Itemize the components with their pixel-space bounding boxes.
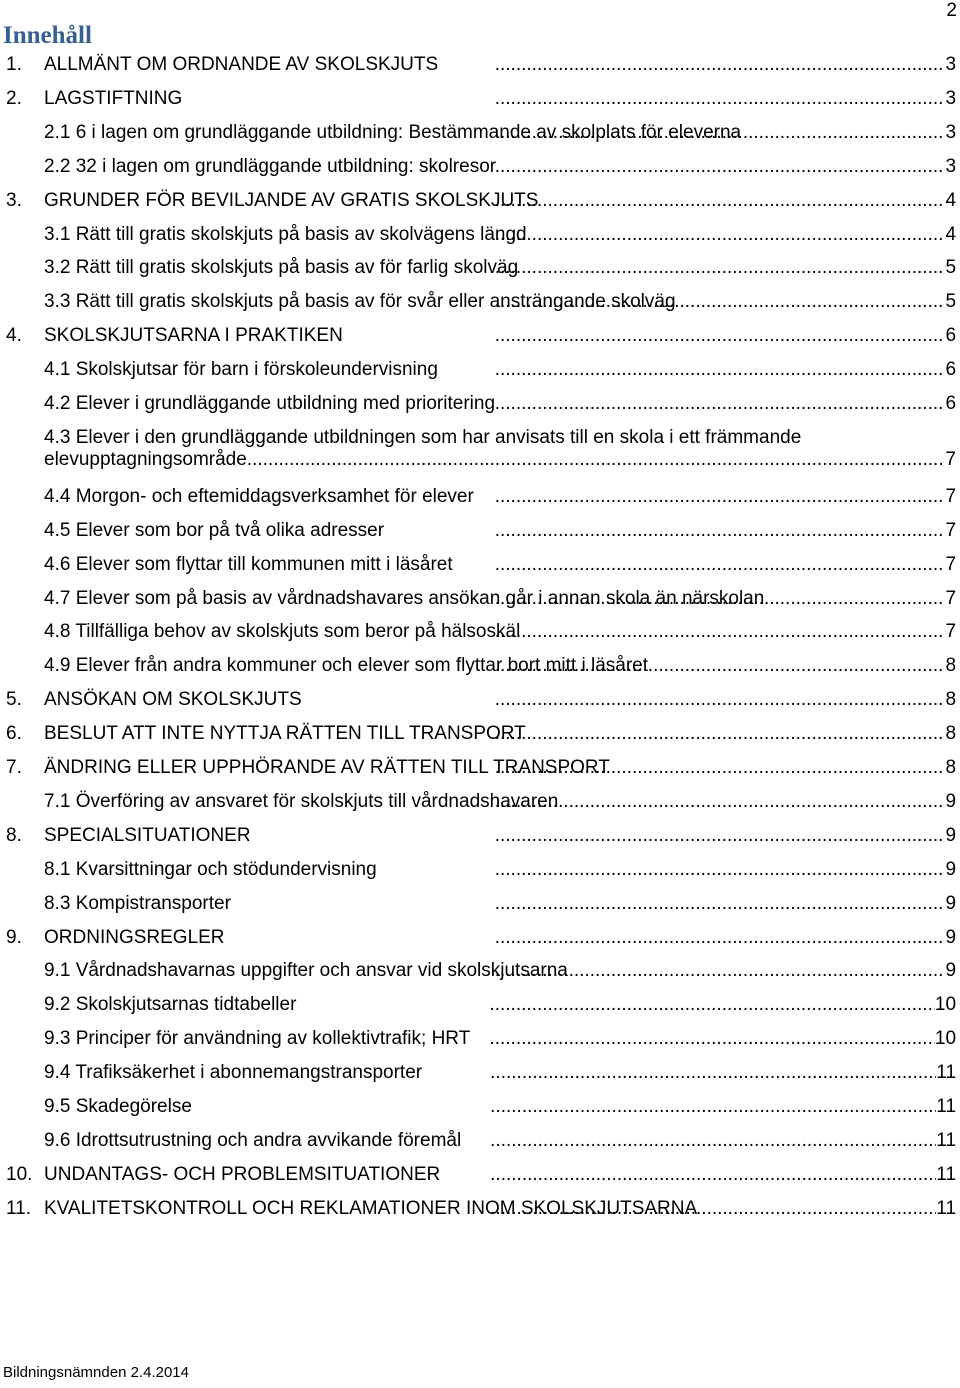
toc-entry-title-continued: elevupptagningsområde [44,448,247,470]
toc-entry-title: 9.2 Skolskjutsarnas tidtabeller [44,994,297,1016]
toc-dot-leader [489,1028,934,1050]
toc-dot-leader [490,1164,936,1186]
toc-entry-number: 9. [6,926,22,948]
toc-dot-leader [495,554,946,576]
toc-entry-title: 3.3 Rätt till gratis skolskjuts på basis av för svår eller ansträngande skolväg [44,291,676,313]
toc-dot-leader [495,689,946,711]
toc-dot-leader [495,927,946,949]
toc-entry[interactable] [0,588,960,610]
toc-entry-page: 6 [945,359,957,381]
toc-entry-number: 8. [6,824,22,846]
toc-entry[interactable] [0,960,960,982]
toc-entry[interactable] [0,1028,960,1050]
toc-entry-title: 4.9 Elever från andra kommuner och elever som flyttar bort mitt i läsåret [44,655,649,677]
toc-entry[interactable] [0,190,960,212]
toc-dot-leader [489,994,934,1016]
toc-entry-page: 3 [945,54,957,75]
toc-entry-title: 4.3 Elever i den grundläggande utbildningen som har anvisats till en skola i ett främmande [44,426,802,448]
toc-entry[interactable] [0,1164,960,1186]
toc-entry-page: 11 [936,1163,957,1185]
toc-dot-leader [495,257,946,279]
toc-entry-title: LAGSTIFTNING [44,87,183,109]
toc-entry[interactable] [0,621,960,643]
toc-dot-leader [495,960,946,982]
toc-dot-leader [495,655,946,677]
toc-entry-title: ORDNINGSREGLER [44,926,225,948]
toc-entry-title: SPECIALSITUATIONER [44,824,251,846]
toc-entry-title: KVALITETSKONTROLL OCH REKLAMATIONER INOM SKOLSKJUTSARNA [44,1197,698,1219]
toc-dot-leader [495,291,946,313]
toc-entry-page: 6 [945,393,957,414]
toc-entry-page: 9 [945,858,957,880]
toc-entry[interactable] [0,1198,960,1220]
toc-entry-page: 8 [945,689,957,711]
toc-entry-title: 8.3 Kompistransporter [44,892,231,914]
toc-dot-leader [495,723,946,745]
toc-entry-title: 9.4 Trafiksäkerhet i abonnemangstransporter [44,1062,423,1084]
toc-entry-number: 6. [6,723,22,745]
toc-entry[interactable] [0,927,960,949]
toc-entry[interactable] [0,994,960,1016]
toc-dot-leader [495,393,946,415]
toc-entry-title: 3.2 Rätt till gratis skolskjuts på basis av för farlig skolväg [44,257,519,279]
toc-entry-number: 7. [6,757,22,778]
toc-dot-leader [490,1096,936,1118]
toc-dot-leader [495,190,946,212]
toc-dot-leader [495,757,946,779]
toc-entry[interactable] [0,122,960,144]
toc-entry-page: 3 [945,121,957,143]
toc-entry[interactable] [0,1130,960,1152]
toc-entry-title: 9.6 Idrottsutrustning och andra avvikande föremål [44,1129,462,1151]
toc-entry[interactable] [0,1062,960,1084]
toc-entry[interactable] [0,325,960,347]
toc-entry-title: 2.1 6 i lagen om grundläggande utbildning: Bestämmande av skolplats för eleverna [44,121,742,143]
toc-entry-title: UNDANTAGS- OCH PROBLEMSITUATIONER [44,1163,441,1185]
toc-entry[interactable] [0,427,960,471]
toc-entry[interactable] [0,156,960,178]
toc-dot-leader [495,325,946,347]
toc-entry[interactable] [0,554,960,576]
toc-entry-page: 9 [945,790,957,812]
toc-entry-title: GRUNDER FÖR BEVILJANDE AV GRATIS SKOLSKJUTS [44,189,539,211]
toc-entry[interactable] [0,257,960,279]
toc-entry[interactable] [0,393,960,415]
toc-entry-title: 4.2 Elever i grundläggande utbildning med prioritering [44,393,496,414]
toc-entry-page: 7 [945,519,957,541]
toc-entry-title: 3.1 Rätt till gratis skolskjuts på basis av skolvägens längd [44,223,527,245]
toc-entry-title: 4.4 Morgon- och eftemiddagsverksamhet för elever [44,485,474,507]
toc-entry[interactable] [0,689,960,711]
toc-dot-leader [490,1198,936,1220]
toc-entry-title: ALLMÄNT OM ORDNANDE AV SKOLSKJUTS [44,54,439,75]
toc-dot-leader [495,825,946,847]
toc-entry-page: 9 [945,892,957,914]
toc-entry[interactable] [0,359,960,381]
toc-entry[interactable] [0,825,960,847]
toc-entry-title: 4.8 Tillfälliga behov av skolskjuts som beror på hälsoskäl [44,621,521,643]
toc-entry-number: 1. [6,54,22,75]
footer: Bildningsnämnden 2.4.2014 [3,1364,189,1381]
toc-entry-title: BESLUT ATT INTE NYTTJA RÄTTEN TILL TRANSPORT [44,723,526,745]
toc-entry-title: 4.7 Elever som på basis av vårdnadshavares ansökan går i annan skola än närskolan [44,587,765,609]
toc-dot-leader [495,224,946,246]
toc-entry-page: 7 [945,553,957,575]
page-number: 2 [946,0,957,21]
toc-entry-title: 9.5 Skadegörelse [44,1096,192,1117]
toc-entry[interactable] [0,486,960,508]
toc-entry[interactable] [0,859,960,881]
toc-entry-page: 11 [936,1129,957,1151]
toc-entry-page: 8 [945,757,957,778]
toc-dot-leader [495,621,946,643]
toc-entry-page: 10 [934,994,957,1016]
toc-entry-page: 5 [945,291,957,313]
toc-heading: Innehåll [3,22,92,49]
toc-entry[interactable] [0,520,960,542]
toc-entry-title: 9.1 Vårdnadshavarnas uppgifter och ansvar vid skolskjutsarna [44,960,568,982]
toc-entry-number: 2. [6,87,22,109]
toc-entry-page: 8 [945,723,957,745]
toc-dot-leader [490,1130,936,1152]
toc-entry-page: 9 [945,960,957,982]
toc-dot-leader [490,1062,936,1084]
toc-dot-leader [495,520,946,542]
toc-entry[interactable] [0,88,960,110]
toc-dot-leader [495,859,946,881]
toc-entry-page: 11 [936,1197,957,1219]
toc-dot-leader [495,588,946,610]
toc-entry-title: ANSÖKAN OM SKOLSKJUTS [44,689,302,711]
toc-entry-page: 3 [945,87,957,109]
toc-entry-page: 3 [945,155,957,177]
toc-entry[interactable] [0,1096,960,1118]
toc-dot-leader [495,486,946,508]
toc-entry-number: 11. [6,1197,32,1219]
toc-entry-page: 8 [945,655,957,677]
toc-entry[interactable] [0,291,960,313]
toc-entry-number: 10. [6,1163,33,1185]
toc-entry-page: 10 [934,1028,957,1050]
toc-entry-page: 7 [945,587,957,609]
toc-entry[interactable] [0,723,960,745]
toc-entry[interactable] [0,655,960,677]
toc-entry-title: 4.5 Elever som bor på två olika adresser [44,519,385,541]
toc-entry-page: 9 [945,824,957,846]
toc-entry-number: 4. [6,325,22,347]
toc-entry-page: 6 [945,325,957,347]
toc-entry-title: 8.1 Kvarsittningar och stödundervisning [44,858,377,880]
toc-dot-leader [495,88,946,110]
toc-entry-page: 4 [945,223,957,245]
toc-entry-page: 11 [936,1062,957,1084]
toc-entry-page: 4 [945,189,957,211]
toc-entry-number: 5. [6,689,22,711]
toc-dot-leader [495,893,946,915]
toc-dot-leader [495,122,946,144]
toc-entry-title: 7.1 Överföring av ansvaret för skolskjuts till vårdnadshavaren [44,790,559,812]
toc-entry-title: SKOLSKJUTSARNA I PRAKTIKEN [44,325,343,347]
toc-entry-title: 4.1 Skolskjutsar för barn i förskoleundervisning [44,359,438,381]
toc-entry-page: 7 [945,448,956,470]
toc-entry[interactable] [0,757,960,779]
toc-entry-page: 5 [945,257,957,279]
toc-entry-page: 11 [936,1096,957,1117]
toc-entry[interactable] [0,224,960,246]
toc-dot-leader [247,449,946,471]
toc-entry-number: 3. [6,189,22,211]
toc-entry-title: 4.6 Elever som flyttar till kommunen mitt i läsåret [44,553,453,575]
toc-entry-title: ÄNDRING ELLER UPPHÖRANDE AV RÄTTEN TILL TRANSPORT [44,757,610,778]
toc-dot-leader [495,156,946,178]
toc-dot-leader [495,359,946,381]
toc-entry[interactable] [0,893,960,915]
toc-dot-leader [495,791,946,813]
toc-entry-page: 7 [945,621,957,643]
toc-entry[interactable] [0,54,960,76]
toc-entry[interactable] [0,791,960,813]
toc-entry-page: 9 [945,926,957,948]
toc-entry-title: 2.2 32 i lagen om grundläggande utbildning: skolresor [44,155,497,177]
toc-entry-page: 7 [945,485,957,507]
toc-entry-title: 9.3 Principer för användning av kollektivtrafik; HRT [44,1028,471,1050]
toc-dot-leader [495,54,946,76]
